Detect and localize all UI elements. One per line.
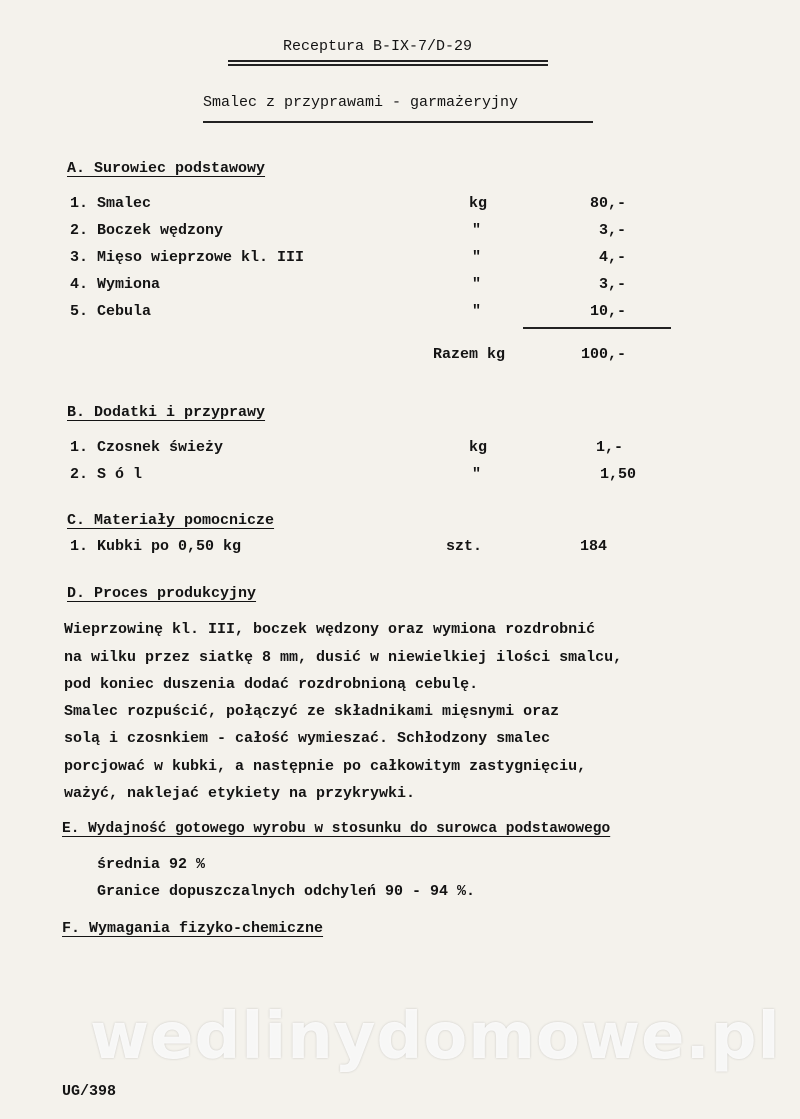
ingredient-unit: " bbox=[472, 303, 482, 320]
process-line: na wilku przez siatkę 8 mm, dusić w niewielkiej ilości smalcu, bbox=[64, 649, 623, 666]
process-line: pod koniec duszenia dodać rozdrobnioną cebulę. bbox=[64, 676, 479, 693]
additive-label: 2. S ó l bbox=[70, 466, 143, 483]
process-line: porcjować w kubki, a następnie po całkowitym zastygnięciu, bbox=[64, 758, 587, 775]
ingredient-label: 1. Smalec bbox=[70, 195, 152, 212]
ingredient-unit: " bbox=[472, 222, 482, 239]
process-line: Smalec rozpuścić, połączyć ze składnikami mięsnymi oraz bbox=[64, 703, 560, 720]
additive-amount: 1,- bbox=[595, 439, 623, 456]
watermark: wedlinydomowe.pl bbox=[90, 1000, 781, 1074]
ingredient-label: 4. Wymiona bbox=[70, 276, 161, 293]
process-line: ważyć, naklejać etykiety na przykrywki. bbox=[64, 785, 416, 802]
process-line: Wieprzowinę kl. III, boczek wędzony oraz wymiona rozdrobnić bbox=[64, 621, 596, 638]
material-amount: 184 bbox=[580, 538, 608, 555]
yield-average: średnia 92 % bbox=[97, 856, 206, 873]
process-line: solą i czosnkiem - całość wymieszać. Schłodzony smalec bbox=[64, 730, 551, 747]
ingredient-label: 2. Boczek wędzony bbox=[70, 222, 224, 239]
ingredient-amount: 4,- bbox=[598, 249, 626, 266]
ingredient-amount: 10,- bbox=[589, 303, 626, 320]
section-c-heading: C. Materiały pomocnicze bbox=[67, 512, 275, 529]
section-e-heading: E. Wydajność gotowego wyrobu w stosunku do surowca podstawowego bbox=[62, 821, 611, 837]
additive-unit: " bbox=[472, 466, 482, 483]
total-label: Razem kg bbox=[433, 346, 506, 363]
total-amount: 100,- bbox=[580, 346, 626, 363]
additive-amount: 1,50 bbox=[599, 466, 636, 483]
ingredient-amount: 80,- bbox=[589, 195, 626, 212]
additive-label: 1. Czosnek świeży bbox=[70, 439, 224, 456]
ingredient-amount: 3,- bbox=[598, 222, 626, 239]
ingredient-unit: kg bbox=[469, 195, 488, 212]
recipe-title: Receptura B-IX-7/D-29 bbox=[283, 38, 473, 55]
ingredient-label: 3. Mięso wieprzowe kl. III bbox=[70, 249, 305, 266]
document-code: UG/398 bbox=[62, 1083, 117, 1100]
section-b-heading: B. Dodatki i przyprawy bbox=[67, 404, 266, 421]
ingredient-label: 5. Cebula bbox=[70, 303, 152, 320]
material-label: 1. Kubki po 0,50 kg bbox=[70, 538, 242, 555]
yield-tolerance: Granice dopuszczalnych odchyleń 90 - 94 %. bbox=[97, 883, 476, 900]
ingredient-amount: 3,- bbox=[598, 276, 626, 293]
section-d-heading: D. Proces produkcyjny bbox=[67, 585, 257, 602]
ingredient-unit: " bbox=[472, 249, 482, 266]
ingredient-unit: " bbox=[472, 276, 482, 293]
title-double-rule bbox=[228, 60, 548, 70]
sum-rule bbox=[523, 327, 671, 329]
section-f-heading: F. Wymagania fizyko-chemiczne bbox=[62, 920, 324, 937]
product-name: Smalec z przyprawami - garmażeryjny bbox=[203, 94, 519, 111]
material-unit: szt. bbox=[446, 538, 483, 555]
additive-unit: kg bbox=[469, 439, 488, 456]
subtitle-underline bbox=[203, 121, 593, 123]
section-a-heading: A. Surowiec podstawowy bbox=[67, 160, 266, 177]
